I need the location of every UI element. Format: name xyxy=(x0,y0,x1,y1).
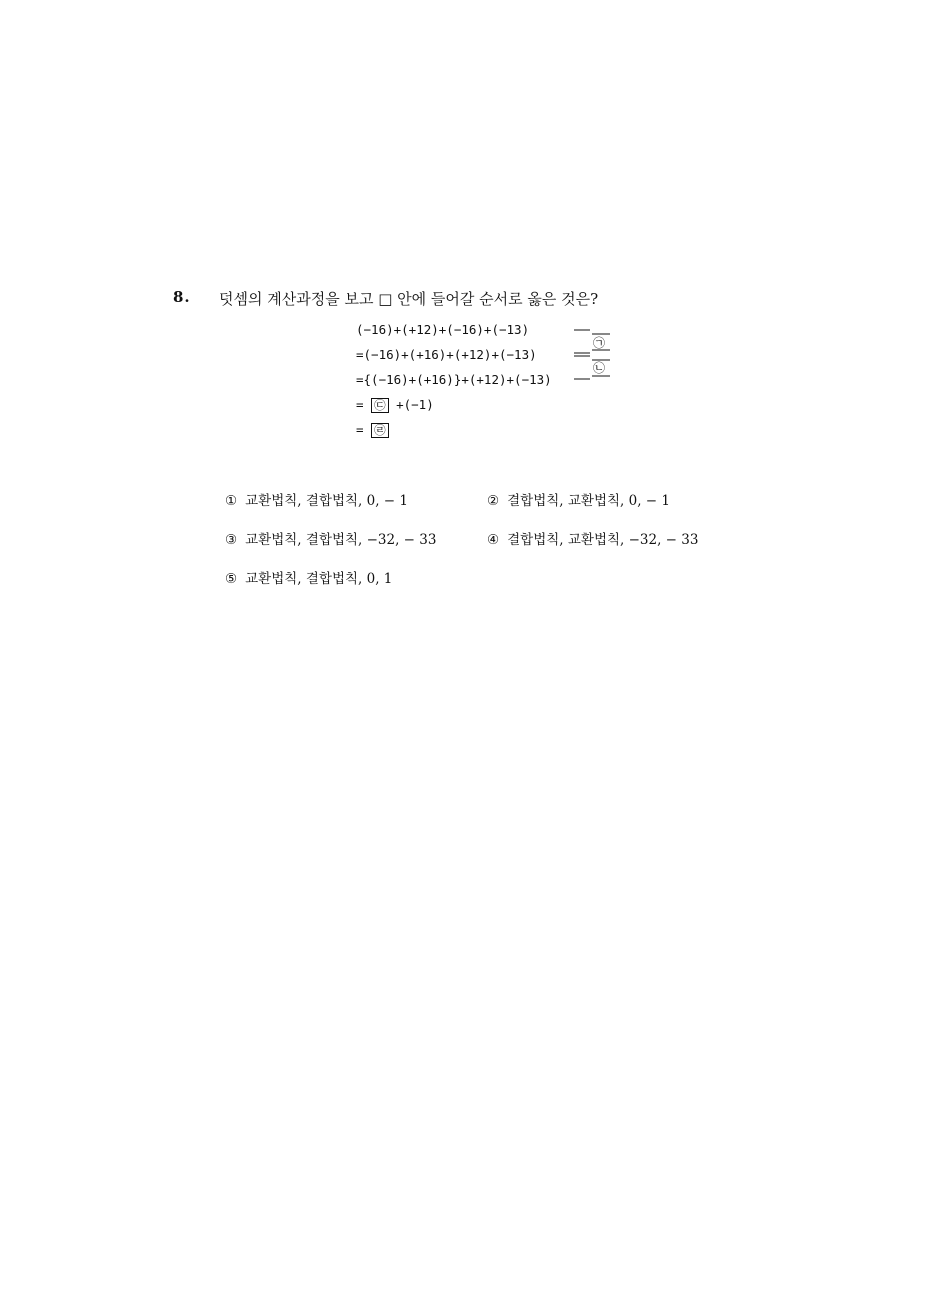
choice-3-number: ③ xyxy=(225,532,238,548)
choice-4-text: 결합법칙, 교환법칙, −32, − 33 xyxy=(507,532,699,548)
blank-box-c: ㉢ xyxy=(371,398,389,413)
choice-2-text: 결합법칙, 교환법칙, 0, − 1 xyxy=(507,493,670,509)
choice-1-text: 교환법칙, 결합법칙, 0, − 1 xyxy=(245,493,408,509)
calc-line-3: ={(−16)+(+16)}+(+12)+(−13) xyxy=(356,372,552,387)
mark-b: ㉡ xyxy=(593,361,606,375)
calc-line-5 xyxy=(356,422,389,438)
choice-5-number: ⑤ xyxy=(225,571,238,587)
choice-5-text: 교환법칙, 결합법칙, 0, 1 xyxy=(245,571,393,587)
question-text: 덧셈의 계산과정을 보고 □ 안에 들어갈 순서로 옳은 것은? xyxy=(219,290,599,308)
calc-line-4-suffix: +(−1) xyxy=(396,397,434,412)
calc-line-2: =(−16)+(+16)+(+12)+(−13) xyxy=(356,347,537,362)
choice-1[interactable] xyxy=(225,489,408,509)
choice-1-number: ① xyxy=(225,493,238,509)
choice-4[interactable] xyxy=(487,528,698,548)
calc-line-5-prefix: = xyxy=(356,422,364,437)
law-annotations xyxy=(572,322,622,392)
choice-5[interactable] xyxy=(225,567,392,587)
annotation-arrows xyxy=(572,322,622,392)
choice-2[interactable] xyxy=(487,489,670,509)
calc-line-4 xyxy=(356,397,434,413)
choice-4-number: ④ xyxy=(487,532,500,548)
choice-2-number: ② xyxy=(487,493,500,509)
choice-3-text: 교환법칙, 결합법칙, −32, − 33 xyxy=(245,532,437,548)
blank-box-d: ㉣ xyxy=(371,423,389,438)
calc-line-1: (−16)+(+12)+(−16)+(−13) xyxy=(356,322,530,337)
calc-line-4-prefix: = xyxy=(356,397,364,412)
mark-a: ㉠ xyxy=(593,336,606,350)
question-number: 8. xyxy=(173,288,191,306)
choice-3[interactable] xyxy=(225,528,436,548)
